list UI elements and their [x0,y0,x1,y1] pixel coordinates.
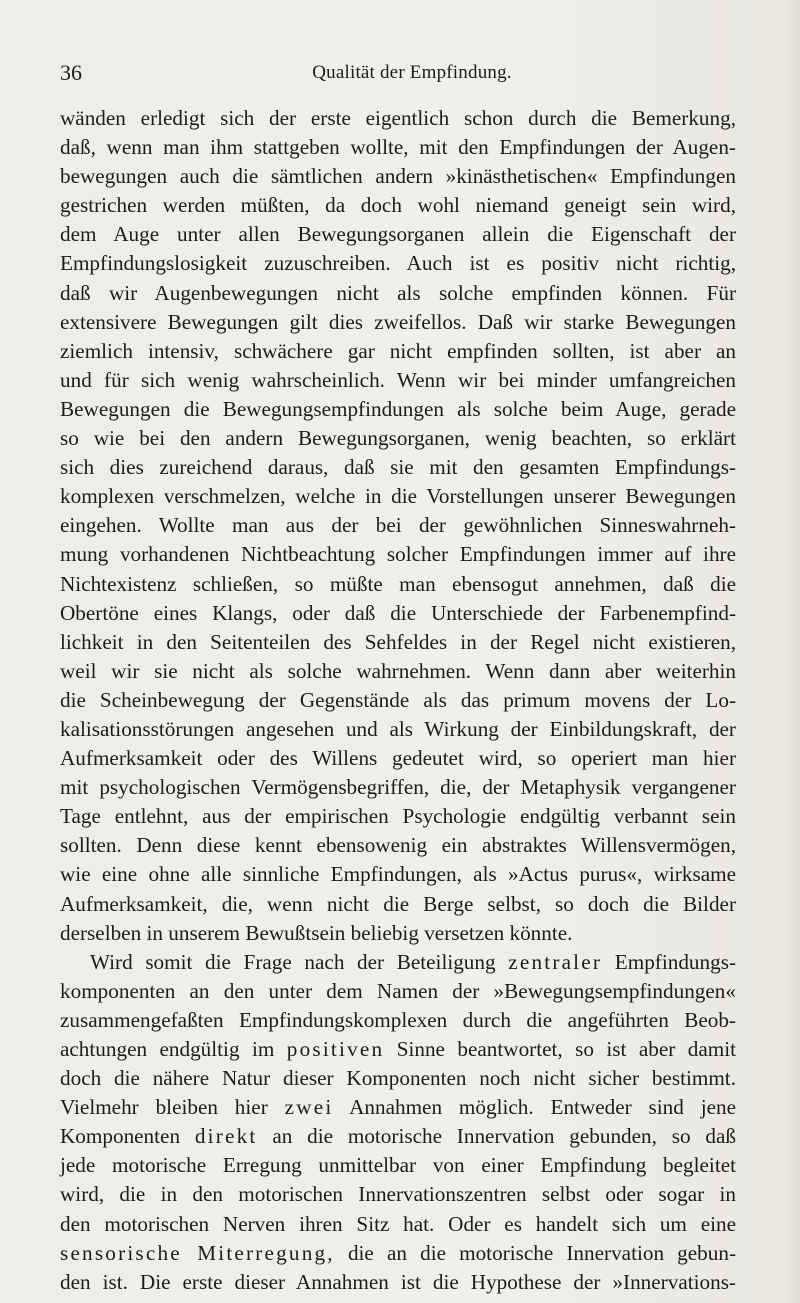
text-line: zusammengefaßten Empfindungskomplexen durch die angeführten Beob- [60,1007,736,1032]
spaced-emphasis: sensorische Miterregung, [60,1240,335,1265]
text-line [60,948,736,977]
text-line: daß wir Augenbewegungen nicht als solche empfinden können. Für [60,280,736,305]
text-line: lichkeit in den Seitenteilen des Sehfeldes in der Regel nicht existieren, [60,629,736,654]
text-line [60,1035,736,1064]
text-run: Wird somit die Frage nach der Beteiligung [90,949,496,974]
text-line: extensivere Bewegungen gilt dies zweifellos. Daß wir starke Bewegungen [60,309,736,334]
text-run: Komponenten [60,1124,181,1149]
text-line: derselben in unserem Bewußtsein beliebig versetzen könnte. [60,920,573,945]
text-line: Aufmerksamkeit oder des Willens gedeutet wird, so operiert man hier [60,746,736,771]
text-line: komplexen verschmelzen, welche in die Vorstellungen unserer Bewegungen [60,484,736,509]
text-line: Aufmerksamkeit, die, wenn nicht die Berge selbst, so doch die Bilder [60,891,736,916]
text-run: Annahmen möglich. Entweder sind jene [349,1095,736,1120]
text-line [60,1093,736,1122]
spaced-emphasis: positiven [286,1037,385,1061]
spaced-emphasis: direkt [194,1124,258,1149]
text-line: wänden erledigt sich der erste eigentlich schon durch die Bemerkung, [60,106,736,130]
text-line: Nichtexistenz schließen, so müßte man ebensogut annehmen, daß die [60,571,736,596]
text-line: doch die nähere Natur dieser Komponenten noch nicht sicher bestimmt. [60,1066,736,1091]
text-line: eingehen. Wollte man aus der bei der gewöhnlichen Sinneswahrneh- [60,513,736,538]
page-number: 36 [60,60,82,85]
text-line: Obertöne eines Klangs, oder daß die Unterschiede der Farbenempfind- [60,600,736,625]
text-run: an die motorische Innervation gebunden, so daß [272,1124,737,1149]
text-line: kalisationsstörungen angesehen und als Wirkung der Einbildungskraft, der [60,716,736,741]
spaced-emphasis: zwei [284,1095,334,1120]
running-head: Qualität der Empfindung. [312,62,512,83]
text-line: weil wir sie nicht als solche wahrnehmen. Wenn dann aber weiterhin [60,658,736,683]
text-line: Empfindungslosigkeit zuzuschreiben. Auch ist es positiv nicht richtig, [60,251,736,276]
text-line: mit psychologischen Vermögensbegriffen, die, der Metaphysik vergangener [60,775,736,800]
text-line: daß, wenn man ihm stattgeben wollte, mit den Empfindungen der Augen- [60,135,736,160]
text-run: achtungen endgültig im [60,1037,275,1061]
page-header [60,58,740,88]
text-line: die Scheinbewegung der Gegenstände als das primum movens der Lo- [60,687,736,712]
text-run: die an die motorische Innervation gebun- [347,1240,737,1265]
text-line: komponenten an den unter dem Namen der »Bewegungsempfindungen« [60,978,736,1003]
text-line: dem Auge unter allen Bewegungsorganen allein die Eigenschaft der [60,222,736,247]
text-run: Vielmehr bleiben hier [60,1095,268,1120]
body-text [60,104,736,1297]
text-run: Empfindungs- [614,949,737,974]
page-edge-shadow [786,0,800,1303]
text-line: den ist. Die erste dieser Annahmen ist die Hypothese der »Innervations- [60,1269,736,1294]
text-line [60,1239,736,1268]
text-run: Sinne beantwortet, so ist aber damit [396,1037,737,1061]
text-line [60,1122,736,1151]
text-line: Tage entlehnt, aus der empirischen Psychologie endgültig verbannt sein [60,804,736,829]
text-line: den motorischen Nerven ihren Sitz hat. Oder es handelt sich um eine [60,1211,736,1236]
text-line: wie eine ohne alle sinnliche Empfindungen, als »Actus purus«, wirksame [60,862,736,887]
text-line: so wie bei den andern Bewegungsorganen, wenig beachten, so erklärt [60,426,736,451]
text-line: und für sich wenig wahrscheinlich. Wenn wir bei minder umfangreichen [60,367,736,392]
text-line: Bewegungen die Bewegungsempfindungen als solche beim Auge, gerade [60,396,736,421]
text-line: gestrichen werden müßten, da doch wohl niemand geneigt sein wird, [60,193,736,218]
text-line: sollten. Denn diese kennt ebensowenig ein abstraktes Willensvermögen, [60,833,736,858]
text-line: jede motorische Erregung unmittelbar von einer Empfindung begleitet [60,1153,736,1178]
text-line: bewegungen auch die sämtlichen andern »kinästhetischen« Empfindungen [60,164,736,189]
text-line: sich dies zureichend daraus, daß sie mit den gesamten Empfindungs- [60,455,736,480]
text-line: wird, die in den motorischen Innervationszentren selbst oder sogar in [60,1182,736,1207]
text-line: ziemlich intensiv, schwächere gar nicht empfinden sollten, ist aber an [60,338,736,363]
spaced-emphasis: zentraler [508,949,603,974]
text-line: mung vorhandenen Nichtbeachtung solcher Empfindungen immer auf ihre [60,542,736,567]
